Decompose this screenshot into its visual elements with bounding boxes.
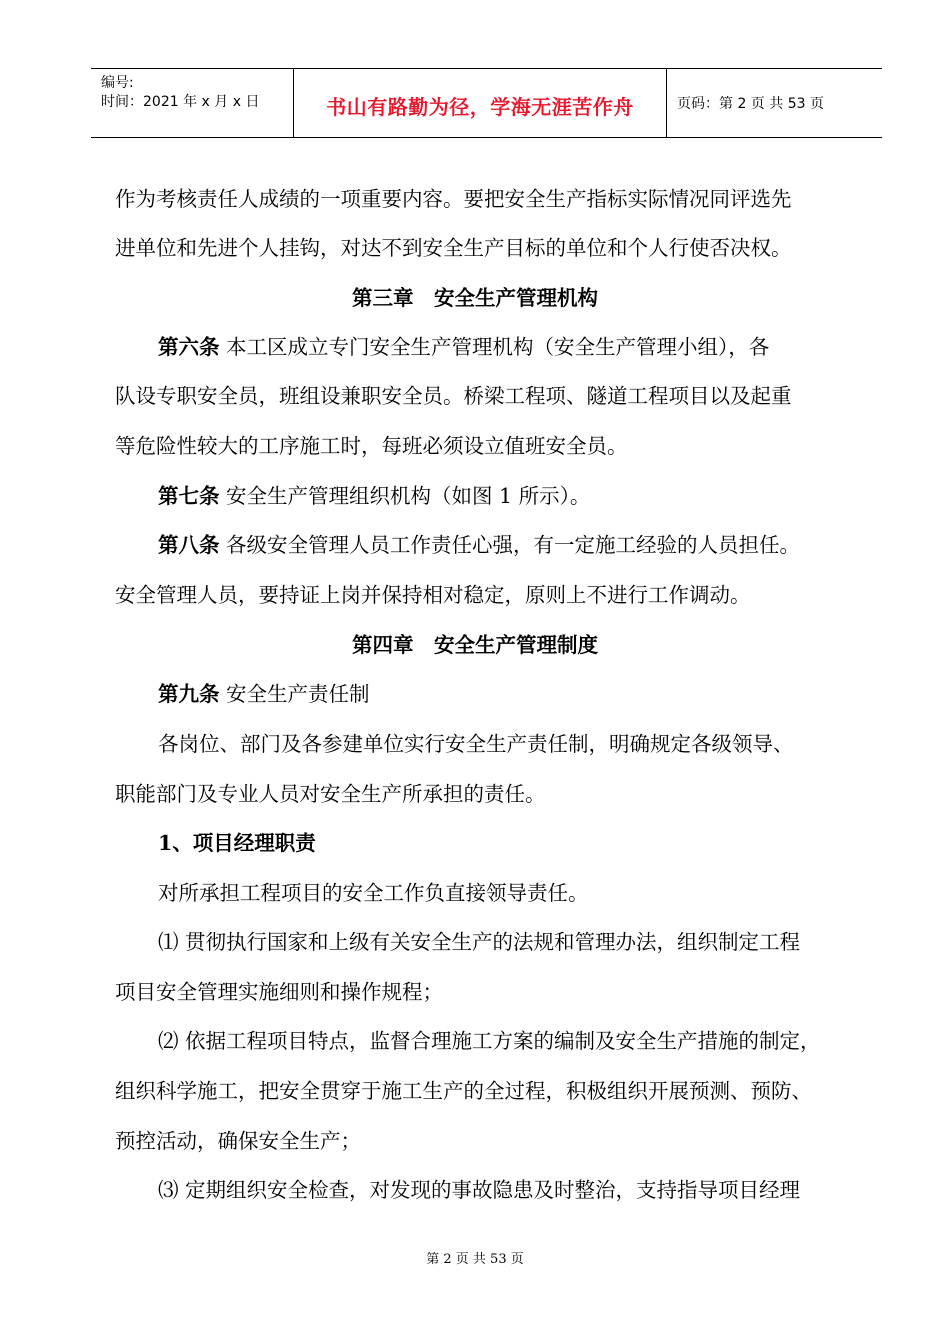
paragraph-line: 等危险性较大的工序施工时，每班必须设立值班安全员。 xyxy=(115,434,628,458)
section-heading: 1、项目经理职责 xyxy=(158,831,316,855)
article-label: 第九条 xyxy=(158,682,220,706)
article-7 xyxy=(158,479,590,509)
list-item-line: ⑶ 定期组织安全检查，对发现的事故隐患及时整治，支持指导项目经理 xyxy=(158,1178,801,1202)
paragraph-line: 对所承担工程项目的安全工作负直接领导责任。 xyxy=(158,881,589,905)
page-header xyxy=(91,68,882,138)
article-text: 安全生产责任制 xyxy=(219,682,370,706)
list-item-line: ⑵ 依据工程项目特点，监督合理施工方案的编制及安全生产措施的制定， xyxy=(158,1029,821,1053)
document-time-label: 时间：2021 年 x 月 x 日 xyxy=(101,94,260,110)
header-info-cell xyxy=(91,69,293,137)
header-page-cell xyxy=(667,69,882,137)
list-item-line: 预控活动，确保安全生产； xyxy=(115,1129,361,1153)
paragraph-line: 作为考核责任人成绩的一项重要内容。要把安全生产指标实际情况同评选先 xyxy=(115,187,792,211)
article-8 xyxy=(158,528,800,558)
article-text: 各级安全管理人员工作责任心强，有一定施工经验的人员担任。 xyxy=(219,533,801,557)
article-6 xyxy=(158,330,769,360)
header-motto: 书山有路勤为径，学海无涯苦作舟 xyxy=(326,95,634,119)
chapter-heading: 第四章 安全生产管理制度 xyxy=(352,633,598,657)
article-label: 第六条 xyxy=(158,335,220,359)
article-text: 本工区成立专门安全生产管理机构（安全生产管理小组），各 xyxy=(219,335,770,359)
article-label: 第八条 xyxy=(158,533,220,557)
article-9 xyxy=(158,677,370,707)
document-number-label: 编号: xyxy=(101,75,134,91)
article-label: 第七条 xyxy=(158,484,220,508)
list-item-line: 组织科学施工，把安全贯穿于施工生产的全过程，积极组织开展预测、预防、 xyxy=(115,1079,812,1103)
list-item-line: ⑴ 贯彻执行国家和上级有关安全生产的法规和管理办法，组织制定工程 xyxy=(158,930,801,954)
paragraph-line: 安全管理人员，要持证上岗并保持相对稳定，原则上不进行工作调动。 xyxy=(115,583,751,607)
paragraph-line: 队设专职安全员，班组设兼职安全员。桥梁工程项、隧道工程项目以及起重 xyxy=(115,384,792,408)
header-page-number: 页码：第 2 页 共 53 页 xyxy=(677,96,824,112)
paragraph-line: 各岗位、部门及各参建单位实行安全生产责任制，明确规定各级领导、 xyxy=(158,732,794,756)
paragraph-line: 职能部门及专业人员对安全生产所承担的责任。 xyxy=(115,782,546,806)
paragraph-line: 进单位和先进个人挂钩，对达不到安全生产目标的单位和个人行使否决权。 xyxy=(115,236,792,260)
header-motto-cell xyxy=(293,69,667,137)
list-item-line: 项目安全管理实施细则和操作规程； xyxy=(115,980,443,1004)
article-text: 安全生产管理组织机构（如图 1 所示）。 xyxy=(219,484,591,508)
chapter-heading: 第三章 安全生产管理机构 xyxy=(352,286,598,310)
page-footer: 第 2 页 共 53 页 xyxy=(426,1252,524,1267)
